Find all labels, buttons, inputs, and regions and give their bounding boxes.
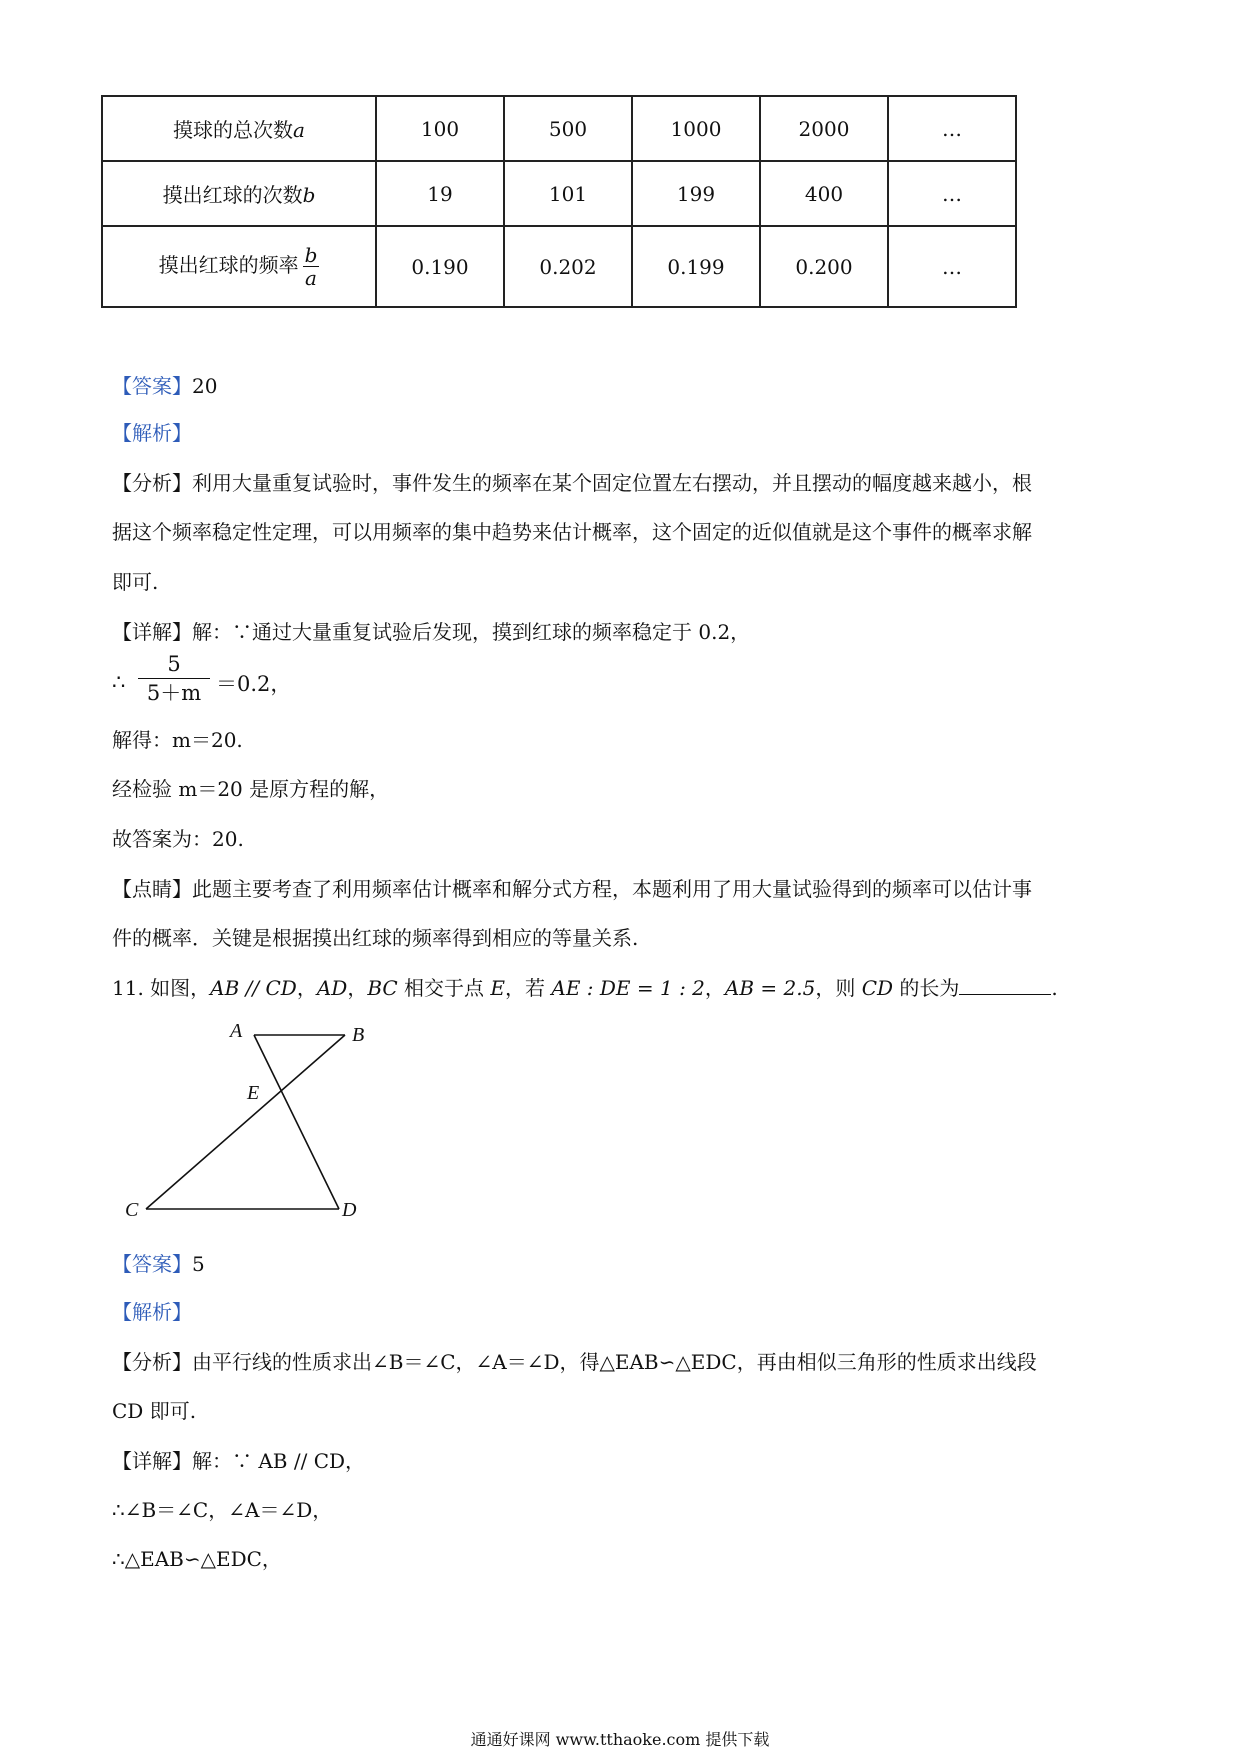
answer-value: 20 xyxy=(192,374,218,398)
frequency-table xyxy=(101,95,1017,308)
table-cell: 0.199 xyxy=(632,226,760,307)
table-cell: … xyxy=(888,226,1016,307)
table-cell: 0.200 xyxy=(760,226,888,307)
detail-line: ∴∠B＝∠C，∠A＝∠D， xyxy=(112,1498,333,1522)
xiangjie-tag: 【详解】 xyxy=(112,1449,192,1473)
table-cell: 2000 xyxy=(760,96,888,161)
analysis-line: 即可. xyxy=(112,570,159,594)
analysis-line: CD 即可. xyxy=(112,1399,197,1423)
analysis-tag: 【解析】 xyxy=(112,1300,192,1324)
answer-tag: 【答案】 xyxy=(112,1252,192,1276)
analysis-line: 据这个频率稳定性定理，可以用频率的集中趋势来估计概率，这个固定的近似值就是这个事件的概率求解 xyxy=(112,520,1032,544)
answer-value: 5 xyxy=(192,1252,205,1276)
comment-line: 件的概率．关键是根据摸出红球的频率得到相应的等量关系. xyxy=(112,926,639,950)
point-label-a: A xyxy=(230,1020,243,1042)
fenxi-tag: 【分析】 xyxy=(112,1350,192,1374)
geometry-figure xyxy=(118,1015,378,1235)
table-row xyxy=(102,161,1016,226)
segment-bc xyxy=(146,1035,345,1209)
detail-line: 经检验 m＝20 是原方程的解， xyxy=(112,777,390,801)
table-cell: 0.190 xyxy=(376,226,504,307)
analysis-line: 【分析】利用大量重复试验时，事件发生的频率在某个固定位置左右摆动，并且摆动的幅度越来越小，根 xyxy=(112,471,1032,495)
answer-line xyxy=(112,1252,205,1276)
analysis-tag: 【解析】 xyxy=(112,421,192,445)
answer-tag: 【答案】 xyxy=(112,374,192,398)
segment-ad xyxy=(254,1035,339,1209)
fraction: 5 5＋m xyxy=(138,650,210,707)
table-row xyxy=(102,226,1016,307)
analysis-line: 【分析】由平行线的性质求出∠B＝∠C，∠A＝∠D，得△EAB∽△EDC，再由相似三角形的性质求出线段 xyxy=(112,1350,1037,1374)
table-cell: 100 xyxy=(376,96,504,161)
footer: 通通好课网 www.tthaoke.com 提供下载 xyxy=(470,1730,770,1749)
table-cell: 0.202 xyxy=(504,226,632,307)
dianjing-tag: 【点睛】 xyxy=(112,877,192,901)
table-cell: 1000 xyxy=(632,96,760,161)
document-page: 摸球的总次数a 100 500 1000 2000 … 摸出红球的次数b 19 101 199 400 … 摸出红球的频率 $\frac{b}{a}$ 0.190 0.202 0.199 0.200 … 【答案】20 【解析】 【分析】利用大量重复试验时，事件发生的频率在某个固定位置左右摆动，并且摆动的幅度越来越小，根 据这个频率稳定性定理，可以用频率的集中趋势来估计概率，这个固定的近似值就是这个事件的概率求解 即可. 【详解】解：∵通过大量重复试验后发现，摸到红球的频率稳定于 0.2， ∴ 5 5＋m ＝0.2， 解得：m＝20. 经检验 m＝20 是原方程的解， 故答案为：20. 【点睛】此题主要考查了利用频率估计概率和解分式方程，本题利用了用大量试验得到的频率可以估计事 件的概率．关键是根据摸出红球的频率得到相应的等量关系. 11. 如图，AB // CD，AD，BC 相交于点 E，若 AE : DE = 1 : 2，AB = 2.5，则 CD 的长为 . A B E C D 【答案】5 【解析】 【分析】由平行线的性质求出∠B＝∠C，∠A＝∠D，得△EAB∽△EDC，再由相似三角形的性质求出线段 CD 即可. 【详解】解：∵ AB // CD， ∴∠B＝∠C，∠A＝∠D， ∴△EAB∽△EDC， 通通好课网 www.tthaoke.com 提供下载 xyxy=(0,0,1240,1754)
table-cell: 500 xyxy=(504,96,632,161)
table-header-cell: 摸出红球的频率 $\frac{b}{a}$ xyxy=(102,226,376,307)
fenxi-tag: 【分析】 xyxy=(112,471,192,495)
therefore-symbol: ∴ xyxy=(112,670,126,694)
detail-line: 故答案为：20. xyxy=(112,827,244,851)
table-cell: … xyxy=(888,96,1016,161)
fraction: $\frac{b}{a}$ xyxy=(304,243,318,290)
detail-line: 解得：m＝20. xyxy=(112,728,243,752)
table-cell: 101 xyxy=(504,161,632,226)
detail-line: 【详解】解：∵通过大量重复试验后发现，摸到红球的频率稳定于 0.2， xyxy=(112,620,751,644)
point-label-d: D xyxy=(342,1199,357,1221)
table-cell: … xyxy=(888,161,1016,226)
table-cell: 19 xyxy=(376,161,504,226)
table-cell: 400 xyxy=(760,161,888,226)
table-cell: 199 xyxy=(632,161,760,226)
comment-line: 【点睛】此题主要考查了利用频率估计概率和解分式方程，本题利用了用大量试验得到的频率可以估计事 xyxy=(112,877,1032,901)
xiangjie-tag: 【详解】 xyxy=(112,620,192,644)
table-header-cell: 摸出红球的次数b xyxy=(102,161,376,226)
question-stem: 11. 如图，AB // CD，AD，BC 相交于点 E，若 AE : DE = 1 : 2，AB = 2.5，则 CD 的长为 . xyxy=(112,976,1058,1000)
table-header-cell: 摸球的总次数a xyxy=(102,96,376,161)
answer-blank xyxy=(959,976,1051,995)
answer-line xyxy=(112,374,217,398)
point-label-c: C xyxy=(125,1199,139,1221)
point-label-b: B xyxy=(352,1024,365,1046)
detail-line: ∴△EAB∽△EDC， xyxy=(112,1547,282,1571)
detail-line: 【详解】解：∵ AB // CD， xyxy=(112,1449,366,1473)
point-label-e: E xyxy=(247,1082,260,1104)
table-row xyxy=(102,96,1016,161)
